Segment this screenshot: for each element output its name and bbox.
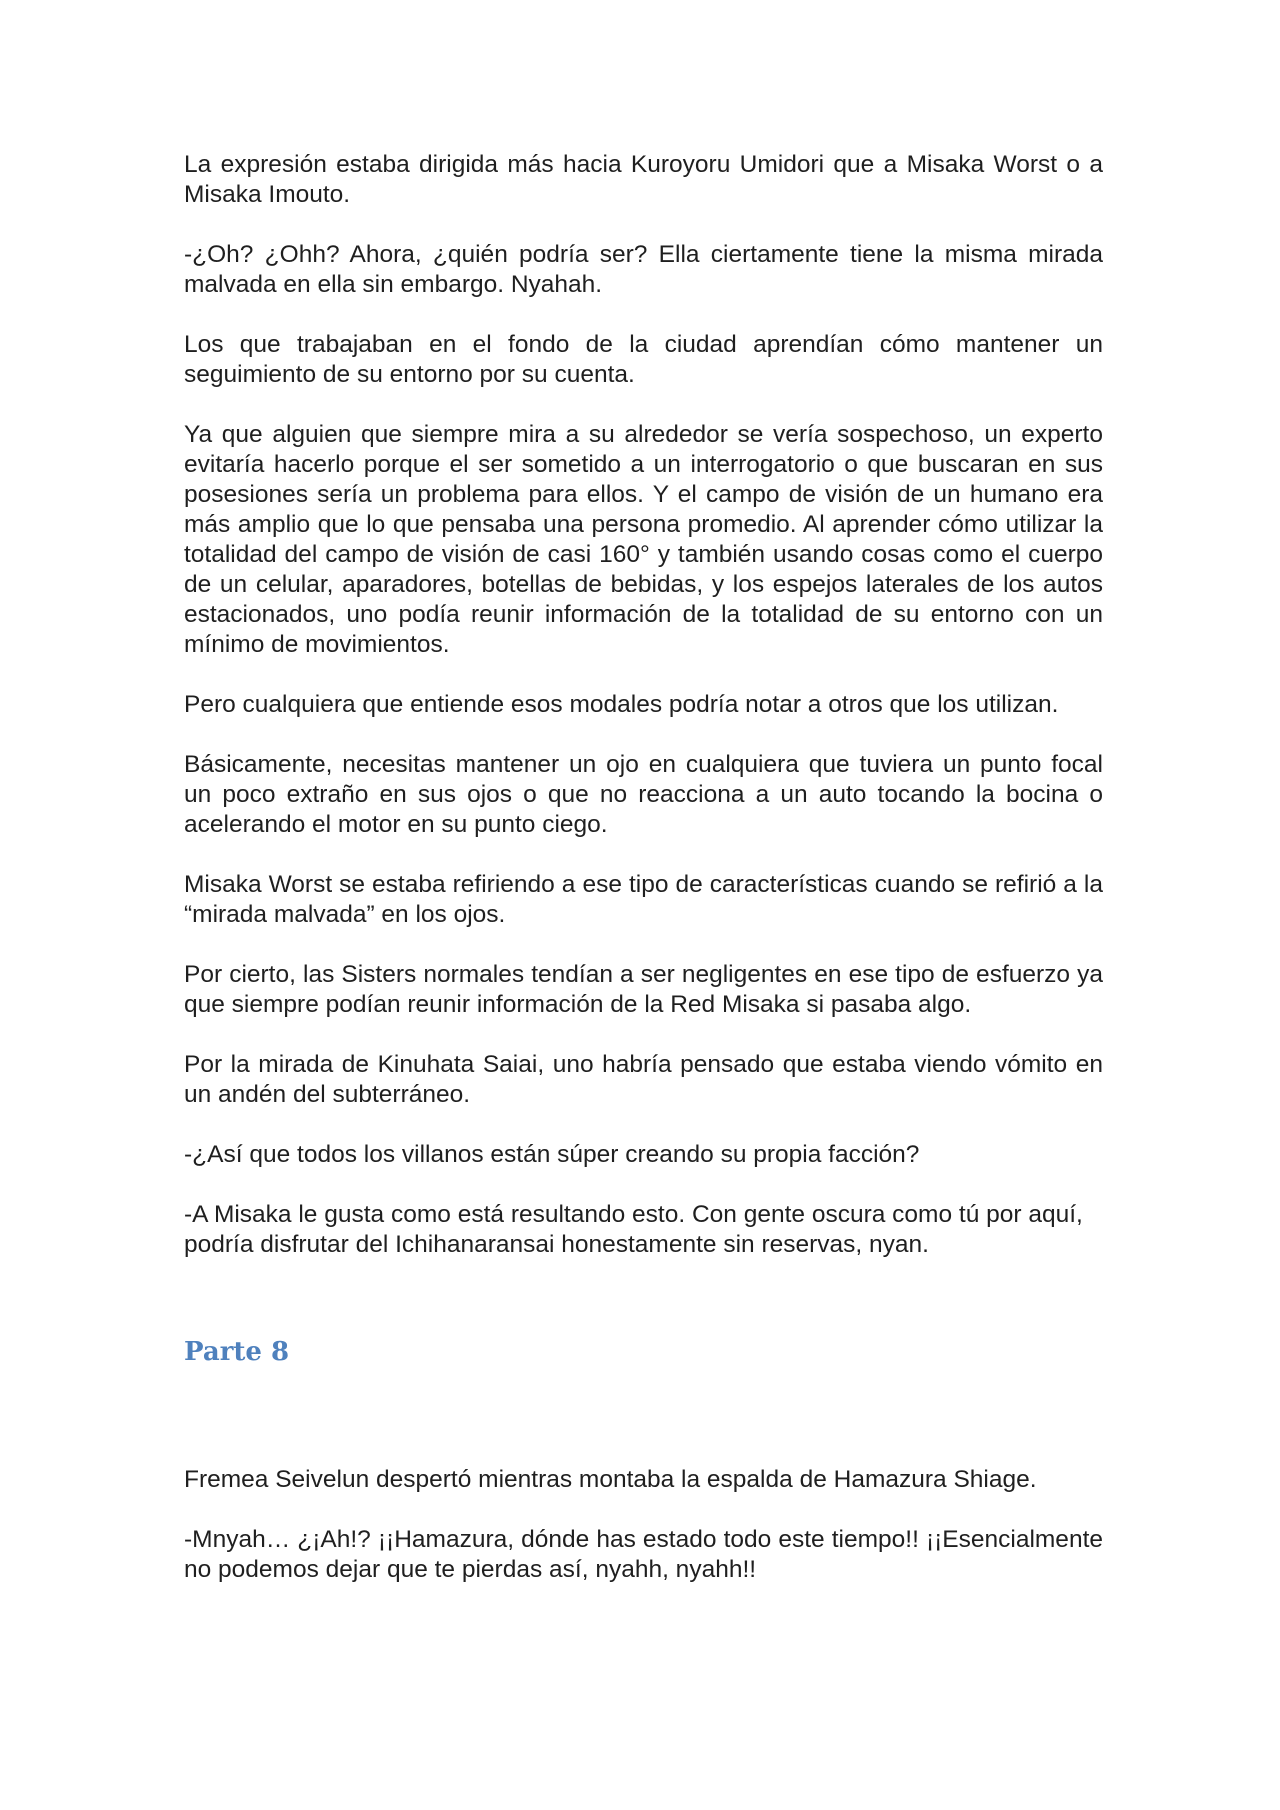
- paragraph-11: -A Misaka le gusta como está resultando esto. Con gente oscura como tú por aquí, podría disfrutar del Ichihanaransai honestamente sin reservas, nyan.: [184, 1201, 1083, 1258]
- paragraph-6: Básicamente, necesitas mantener un ojo en cualquiera que tuviera un punto focal un poco extraño en sus ojos o que no reacciona a un auto tocando la bocina o acelerando el motor en su punto ciego.: [184, 751, 1103, 838]
- page-content: [184, 150, 1103, 1615]
- section-heading: Parte 8: [184, 1337, 290, 1367]
- paragraph-4: Ya que alguien que siempre mira a su alrededor se vería sospechoso, un experto evitaría hacerlo porque el ser sometido a un interrogatorio o que buscaran en sus posesiones sería un problema para ellos. Y el campo de visión de un humano era más amplio que lo que pensaba una persona promedio. Al aprender cómo utilizar la totalidad del campo de visión de casi 160° y también usando cosas como el cuerpo de un celular, aparadores, botellas de bebidas, y los espejos laterales de los autos estacionados, uno podía reunir información de la totalidad de su entorno con un mínimo de movimientos.: [184, 421, 1103, 658]
- paragraph-1: La expresión estaba dirigida más hacia Kuroyoru Umidori que a Misaka Worst o a Misaka Imouto.: [184, 151, 1103, 208]
- paragraph-10: -¿Así que todos los villanos están súper creando su propia facción?: [184, 1141, 920, 1168]
- paragraph-2: -¿Oh? ¿Ohh? Ahora, ¿quién podría ser? Ella ciertamente tiene la misma mirada malvada en ella sin embargo. Nyahah.: [184, 241, 1103, 298]
- paragraph-9: Por la mirada de Kinuhata Saiai, uno habría pensado que estaba viendo vómito en un andén del subterráneo.: [184, 1051, 1103, 1108]
- paragraph-8: Por cierto, las Sisters normales tendían a ser negligentes en ese tipo de esfuerzo ya que siempre podían reunir información de la Red Misaka si pasaba algo.: [184, 961, 1103, 1018]
- paragraph-13: -Mnyah… ¿¡Ah!? ¡¡Hamazura, dónde has estado todo este tiempo!! ¡¡Esencialmente no podemos dejar que te pierdas así, nyahh, nyahh!!: [184, 1526, 1103, 1583]
- paragraph-3: Los que trabajaban en el fondo de la ciudad aprendían cómo mantener un seguimiento de su entorno por su cuenta.: [184, 331, 1103, 388]
- paragraph-12: Fremea Seivelun despertó mientras montaba la espalda de Hamazura Shiage.: [184, 1466, 1037, 1493]
- paragraph-7: Misaka Worst se estaba refiriendo a ese tipo de características cuando se refirió a la “mirada malvada” en los ojos.: [184, 871, 1103, 928]
- paragraph-5: Pero cualquiera que entiende esos modales podría notar a otros que los utilizan.: [184, 691, 1059, 718]
